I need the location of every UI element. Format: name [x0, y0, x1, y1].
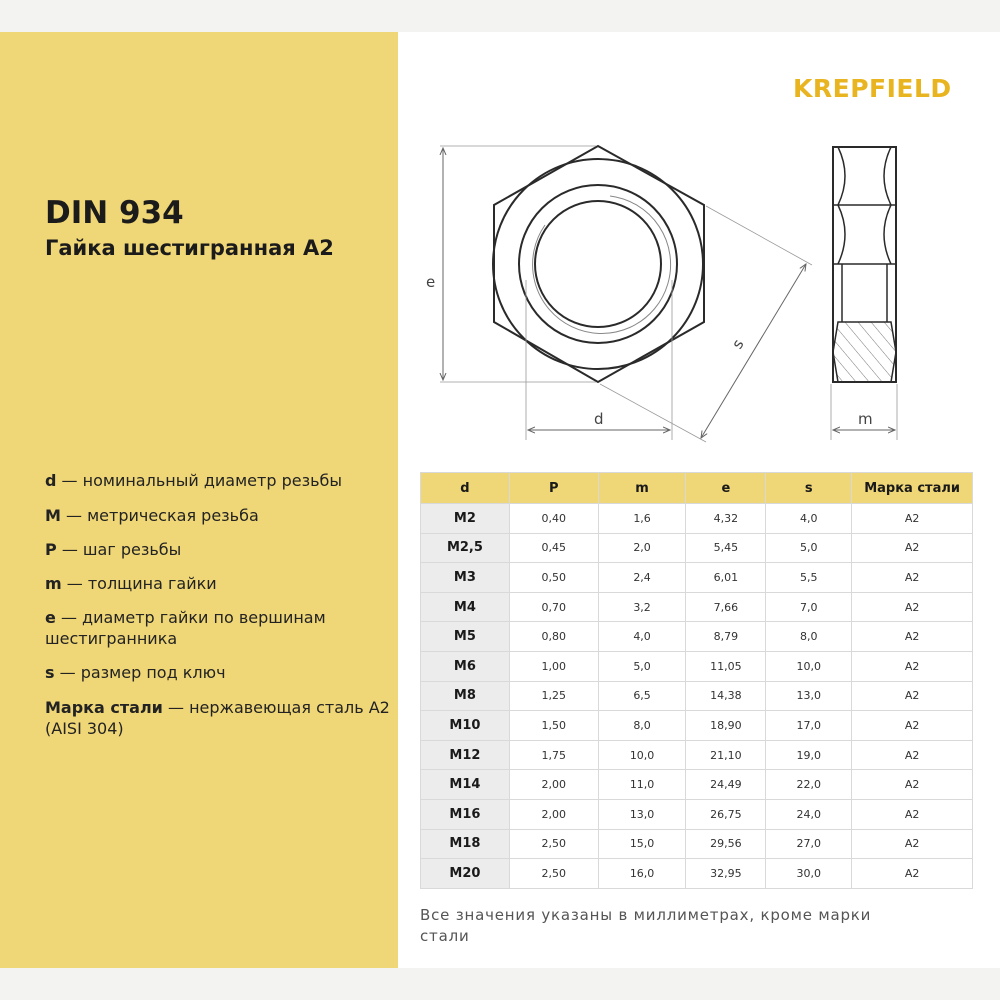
row-size-cell: M10	[421, 711, 510, 741]
row-size-cell: M16	[421, 799, 510, 829]
table-row	[421, 711, 973, 741]
legend-term: d	[45, 471, 57, 490]
table-cell: 7,0	[766, 592, 852, 622]
legend-item	[45, 573, 390, 594]
left-panel	[0, 32, 398, 968]
legend-item	[45, 470, 390, 491]
table-cell: 13,0	[598, 799, 686, 829]
table-cell: 10,0	[766, 651, 852, 681]
table-cell: 0,50	[509, 563, 598, 593]
spec-table	[420, 472, 973, 889]
table-cell: 2,50	[509, 829, 598, 859]
table-row	[421, 533, 973, 563]
legend-text: — шаг резьбы	[56, 540, 182, 559]
brand-logo: KREPFIELD	[793, 74, 952, 103]
table-cell: 7,66	[686, 592, 766, 622]
table-cell: 6,5	[598, 681, 686, 711]
page-title: DIN 934	[45, 195, 184, 231]
table-cell: 0,80	[509, 622, 598, 652]
table-row	[421, 681, 973, 711]
column-header: d	[421, 473, 510, 504]
table-row	[421, 799, 973, 829]
table-cell: 5,0	[598, 651, 686, 681]
table-cell: 5,45	[686, 533, 766, 563]
legend-text: — номинальный диаметр резьбы	[56, 471, 343, 490]
table-cell: 1,50	[509, 711, 598, 741]
label-m: m	[858, 410, 873, 428]
table-row	[421, 829, 973, 859]
legend-item	[45, 505, 390, 526]
outer-thread-circle	[519, 185, 677, 343]
row-size-cell: M2	[421, 504, 510, 534]
row-size-cell: M6	[421, 651, 510, 681]
row-size-cell: M3	[421, 563, 510, 593]
legend-item	[45, 662, 390, 683]
table-cell: 10,0	[598, 740, 686, 770]
table-cell: A2	[852, 740, 973, 770]
table-cell: 2,00	[509, 770, 598, 800]
table-cell: A2	[852, 563, 973, 593]
table-row	[421, 622, 973, 652]
legend-term: e	[45, 608, 56, 627]
legend-term: P	[45, 540, 57, 559]
table-row	[421, 651, 973, 681]
table-cell: 0,45	[509, 533, 598, 563]
dimension-s	[701, 264, 806, 438]
row-size-cell: M20	[421, 859, 510, 889]
row-size-cell: M8	[421, 681, 510, 711]
table-cell: 5,0	[766, 533, 852, 563]
table-cell: 22,0	[766, 770, 852, 800]
table-cell: 8,0	[598, 711, 686, 741]
table-cell: 2,4	[598, 563, 686, 593]
column-header: m	[598, 473, 686, 504]
table-cell: 4,0	[598, 622, 686, 652]
chamfer-circle	[493, 159, 703, 369]
legend-item	[45, 539, 390, 560]
table-body	[421, 504, 973, 889]
section-hatch	[833, 322, 896, 382]
table-cell: 6,01	[686, 563, 766, 593]
units-note: Все значения указаны в миллиметрах, кроме марки стали	[420, 906, 872, 945]
table-cell: 30,0	[766, 859, 852, 889]
table-cell: 4,32	[686, 504, 766, 534]
table-row	[421, 770, 973, 800]
table-cell: 17,0	[766, 711, 852, 741]
table-cell: 11,05	[686, 651, 766, 681]
table-cell: 0,40	[509, 504, 598, 534]
legend-term: Марка стали	[45, 698, 163, 717]
table-cell: A2	[852, 829, 973, 859]
table-cell: 16,0	[598, 859, 686, 889]
legend-term: M	[45, 506, 61, 525]
table-cell: 24,0	[766, 799, 852, 829]
row-size-cell: M5	[421, 622, 510, 652]
thread-arc	[533, 196, 671, 333]
legend-text: — диаметр гайки по вершинам шестигранника	[45, 608, 326, 648]
legend-text: — размер под ключ	[54, 663, 226, 682]
label-d: d	[594, 410, 604, 428]
row-size-cell: M2,5	[421, 533, 510, 563]
table-row	[421, 592, 973, 622]
table-cell: A2	[852, 504, 973, 534]
table-header-row	[421, 473, 973, 504]
table-cell: 2,50	[509, 859, 598, 889]
table-cell: 14,38	[686, 681, 766, 711]
column-header: Марка стали	[852, 473, 973, 504]
label-e: e	[426, 273, 436, 291]
table-cell: 8,0	[766, 622, 852, 652]
legend-term: m	[45, 574, 62, 593]
legend-text: — метрическая резьба	[60, 506, 259, 525]
table-cell: 1,75	[509, 740, 598, 770]
table-cell: 1,6	[598, 504, 686, 534]
row-size-cell: M14	[421, 770, 510, 800]
table-cell: 19,0	[766, 740, 852, 770]
table-row	[421, 504, 973, 534]
table-cell: 15,0	[598, 829, 686, 859]
legend-item	[45, 607, 390, 649]
table-cell: 4,0	[766, 504, 852, 534]
column-header: e	[686, 473, 766, 504]
table-cell: 26,75	[686, 799, 766, 829]
legend-text: — нержавеющая сталь А2 (AISI 304)	[45, 698, 390, 738]
table-cell: 18,90	[686, 711, 766, 741]
table-cell: A2	[852, 799, 973, 829]
page-subtitle: Гайка шестигранная А2	[45, 236, 334, 260]
table-cell: 2,00	[509, 799, 598, 829]
table-cell: 11,0	[598, 770, 686, 800]
row-size-cell: M4	[421, 592, 510, 622]
hex-outline	[494, 146, 704, 382]
table-cell: A2	[852, 533, 973, 563]
table-cell: A2	[852, 622, 973, 652]
table-row	[421, 740, 973, 770]
legend-item	[45, 697, 390, 739]
row-size-cell: M18	[421, 829, 510, 859]
table-cell: 2,0	[598, 533, 686, 563]
table-cell: 1,25	[509, 681, 598, 711]
table-cell: 8,79	[686, 622, 766, 652]
bore-circle	[535, 201, 661, 327]
table-cell: 3,2	[598, 592, 686, 622]
table-cell: 27,0	[766, 829, 852, 859]
column-header: P	[509, 473, 598, 504]
row-size-cell: M12	[421, 740, 510, 770]
table-cell: 5,5	[766, 563, 852, 593]
table-row	[421, 859, 973, 889]
table-cell: A2	[852, 711, 973, 741]
legend-term: s	[45, 663, 55, 682]
table-cell: 24,49	[686, 770, 766, 800]
table-cell: 0,70	[509, 592, 598, 622]
table-cell: 13,0	[766, 681, 852, 711]
table-cell: A2	[852, 651, 973, 681]
table-cell: A2	[852, 681, 973, 711]
label-s: s	[728, 335, 748, 353]
legend-text: — толщина гайки	[61, 574, 217, 593]
table-cell: A2	[852, 592, 973, 622]
table-cell: A2	[852, 770, 973, 800]
table-cell: 1,00	[509, 651, 598, 681]
table-cell: 29,56	[686, 829, 766, 859]
nut-drawing	[405, 130, 915, 450]
table-cell: 21,10	[686, 740, 766, 770]
table-cell: A2	[852, 859, 973, 889]
column-header: s	[766, 473, 852, 504]
table-cell: 32,95	[686, 859, 766, 889]
table-row	[421, 563, 973, 593]
